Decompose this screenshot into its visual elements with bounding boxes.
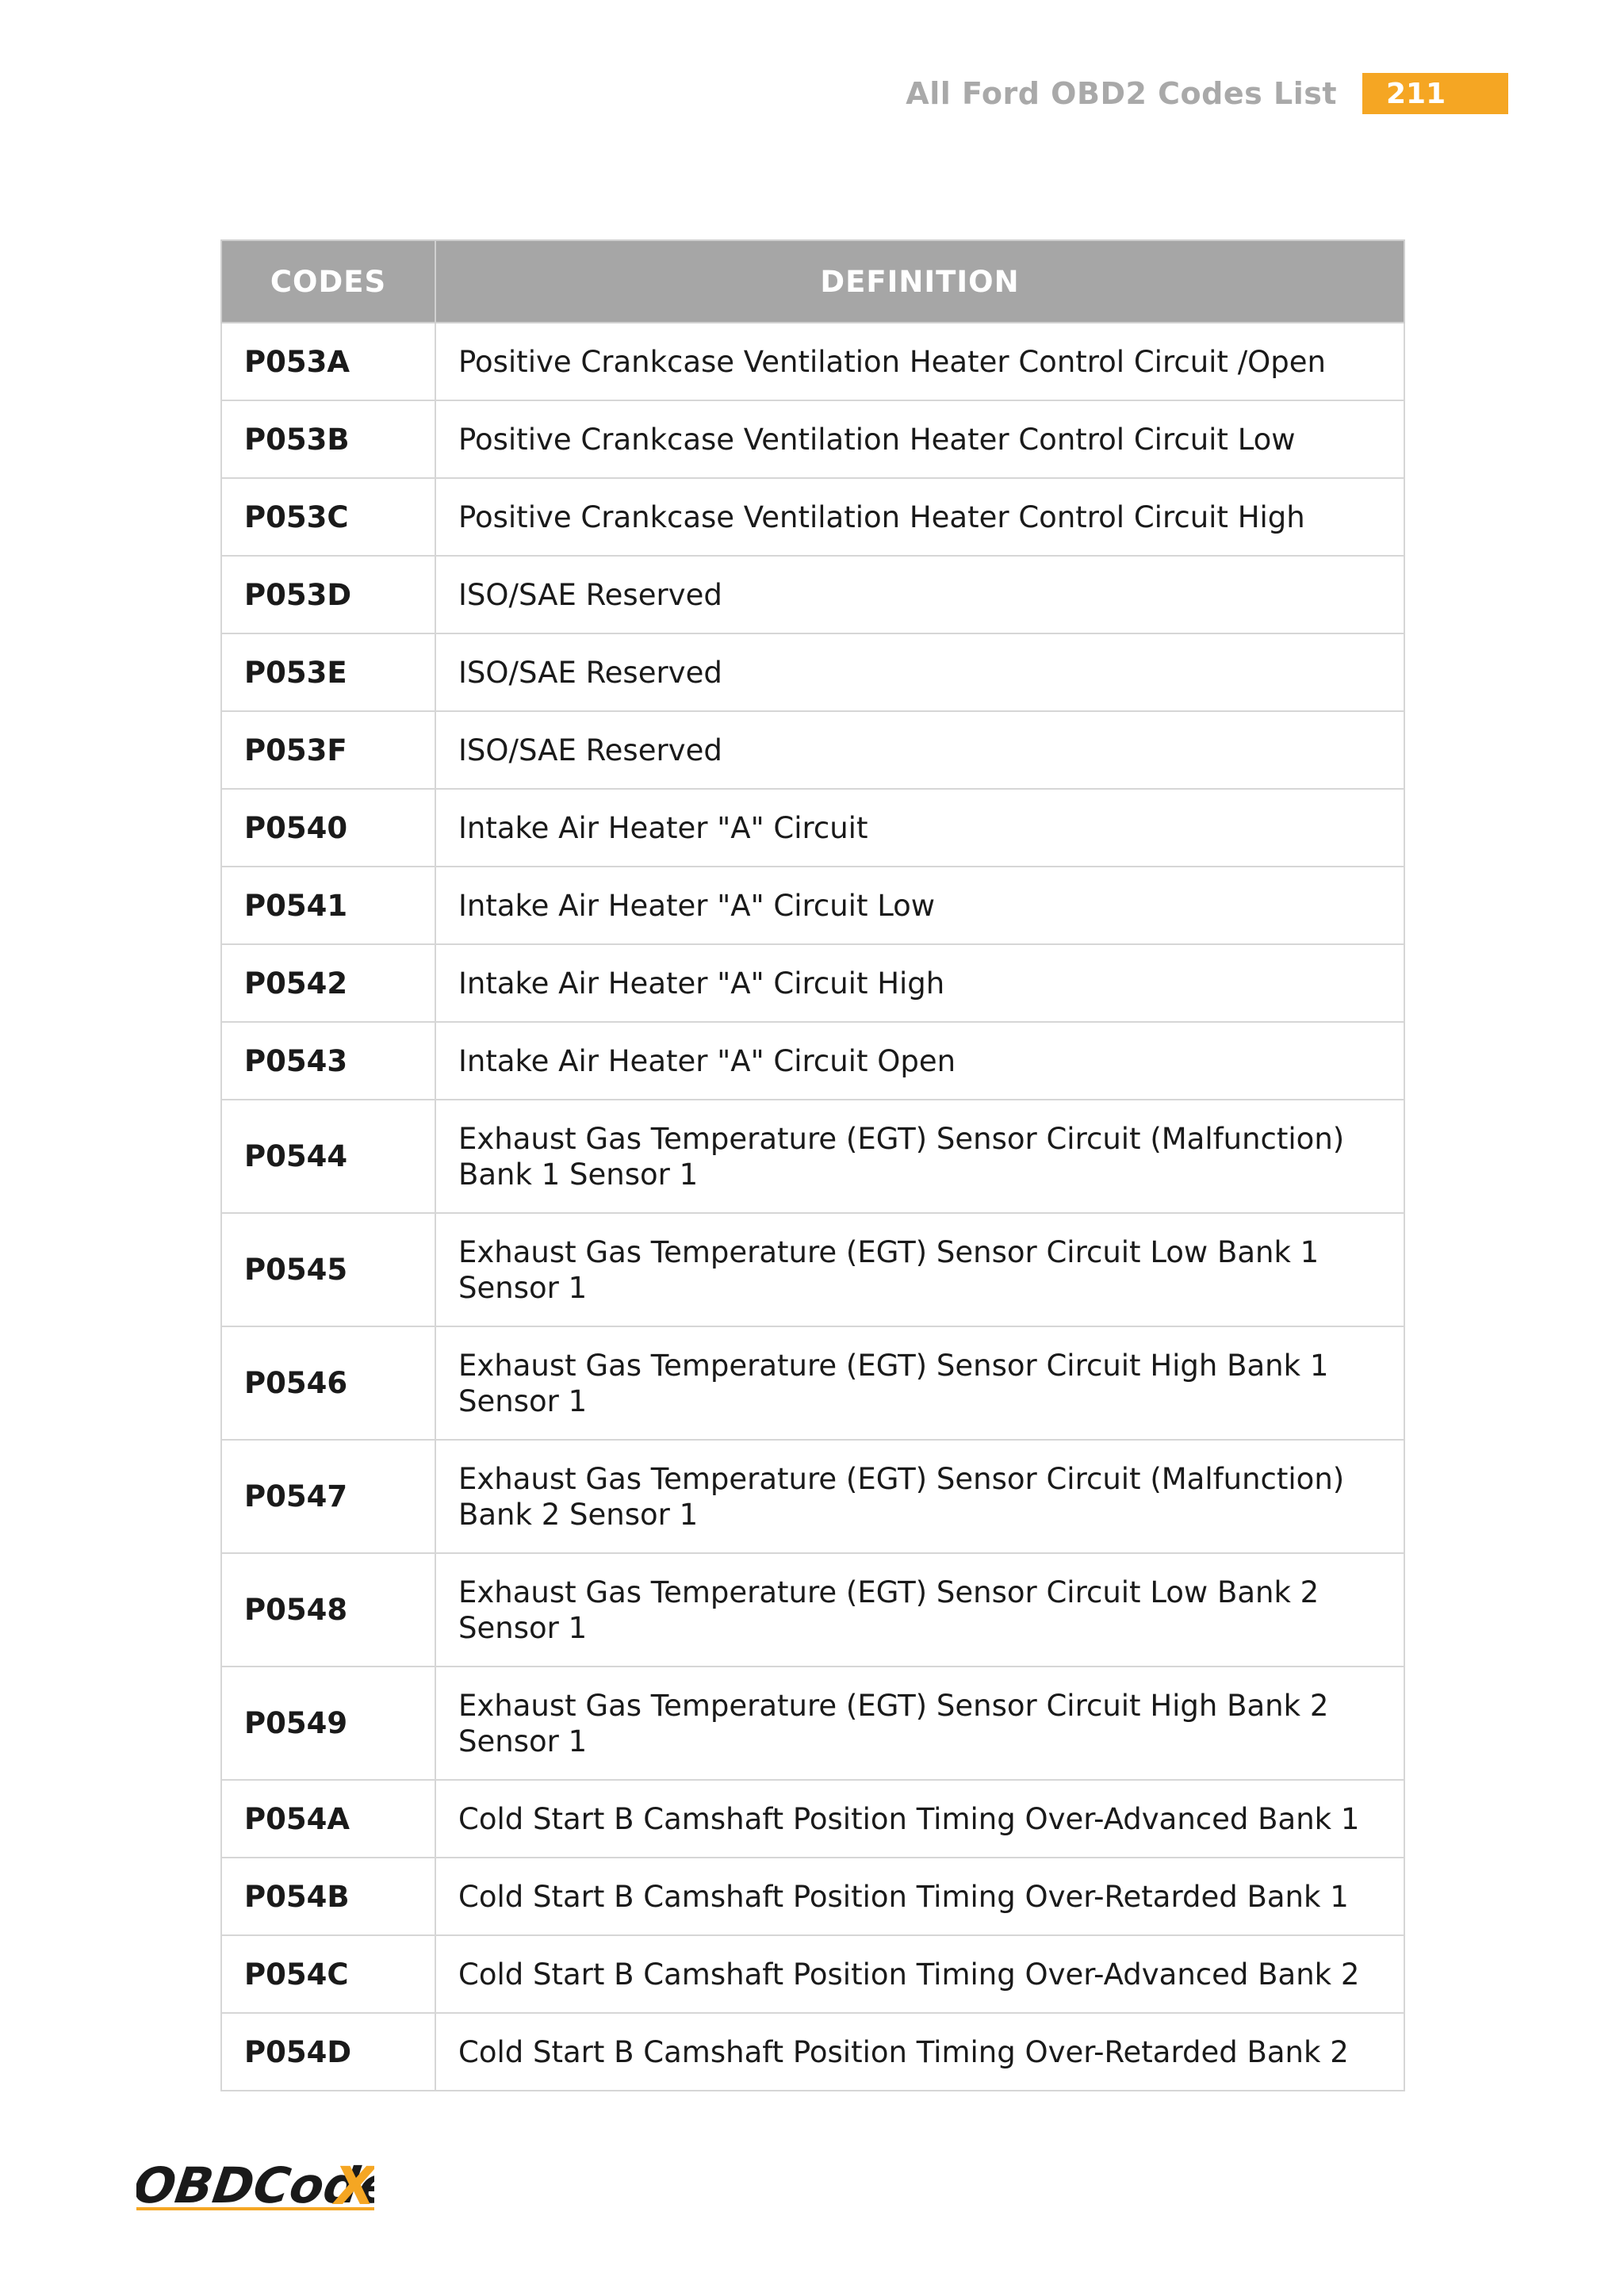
definition-cell: ISO/SAE Reserved (435, 556, 1404, 633)
table-row (221, 2013, 1404, 2091)
logo-graphic (136, 2156, 374, 2214)
definition-cell: Exhaust Gas Temperature (EGT) Sensor Circuit (Malfunction) Bank 2 Sensor 1 (435, 1440, 1404, 1553)
code-cell: P054B (221, 1858, 435, 1935)
page-number-badge: 211 (1362, 73, 1508, 114)
table-row (221, 1326, 1404, 1440)
definition-cell: Cold Start B Camshaft Position Timing Over-Retarded Bank 1 (435, 1858, 1404, 1935)
page-header (906, 73, 1508, 114)
table-header-row (221, 240, 1404, 323)
table-row (221, 944, 1404, 1022)
codes-table (220, 239, 1405, 2091)
definition-cell: Positive Crankcase Ventilation Heater Control Circuit Low (435, 400, 1404, 478)
definition-cell: Exhaust Gas Temperature (EGT) Sensor Circuit Low Bank 2 Sensor 1 (435, 1553, 1404, 1667)
code-cell: P0548 (221, 1553, 435, 1667)
definition-cell: Positive Crankcase Ventilation Heater Control Circuit High (435, 478, 1404, 556)
table-row (221, 400, 1404, 478)
table-row (221, 1858, 1404, 1935)
obdcodex-logo (136, 2156, 374, 2214)
definition-cell: Intake Air Heater "A" Circuit Low (435, 867, 1404, 944)
definition-cell: Positive Crankcase Ventilation Heater Control Circuit /Open (435, 323, 1404, 400)
definition-cell: ISO/SAE Reserved (435, 633, 1404, 711)
definition-cell: Exhaust Gas Temperature (EGT) Sensor Circuit (Malfunction) Bank 1 Sensor 1 (435, 1100, 1404, 1213)
table-row (221, 1780, 1404, 1858)
definition-cell: ISO/SAE Reserved (435, 711, 1404, 789)
table-row (221, 1100, 1404, 1213)
table-row (221, 1935, 1404, 2013)
definition-cell: Intake Air Heater "A" Circuit (435, 789, 1404, 867)
definition-cell: Intake Air Heater "A" Circuit High (435, 944, 1404, 1022)
definition-cell: Intake Air Heater "A" Circuit Open (435, 1022, 1404, 1100)
table-row (221, 867, 1404, 944)
code-cell: P053C (221, 478, 435, 556)
code-cell: P053A (221, 323, 435, 400)
column-header-codes: CODES (221, 240, 435, 323)
table-row (221, 711, 1404, 789)
table-row (221, 323, 1404, 400)
code-cell: P0543 (221, 1022, 435, 1100)
table-row (221, 1553, 1404, 1667)
code-cell: P0542 (221, 944, 435, 1022)
table-row (221, 478, 1404, 556)
table-row (221, 633, 1404, 711)
definition-cell: Cold Start B Camshaft Position Timing Over-Retarded Bank 2 (435, 2013, 1404, 2091)
code-cell: P0549 (221, 1667, 435, 1780)
table-row (221, 1213, 1404, 1326)
definition-cell: Exhaust Gas Temperature (EGT) Sensor Circuit High Bank 1 Sensor 1 (435, 1326, 1404, 1440)
table-row (221, 1667, 1404, 1780)
code-cell: P0544 (221, 1100, 435, 1213)
table-row (221, 789, 1404, 867)
code-cell: P0545 (221, 1213, 435, 1326)
code-cell: P053D (221, 556, 435, 633)
code-cell: P0541 (221, 867, 435, 944)
definition-cell: Cold Start B Camshaft Position Timing Over-Advanced Bank 1 (435, 1780, 1404, 1858)
code-cell: P054A (221, 1780, 435, 1858)
svg-text:X: X (335, 2156, 374, 2214)
code-cell: P054D (221, 2013, 435, 2091)
document-title: All Ford OBD2 Codes List (906, 76, 1337, 111)
table-row (221, 1022, 1404, 1100)
code-cell: P053B (221, 400, 435, 478)
table-row (221, 1440, 1404, 1553)
code-cell: P0546 (221, 1326, 435, 1440)
svg-text:OBDCode: OBDCode (136, 2156, 374, 2214)
definition-cell: Exhaust Gas Temperature (EGT) Sensor Circuit Low Bank 1 Sensor 1 (435, 1213, 1404, 1326)
column-header-definition: DEFINITION (435, 240, 1404, 323)
definition-cell: Cold Start B Camshaft Position Timing Over-Advanced Bank 2 (435, 1935, 1404, 2013)
code-cell: P053F (221, 711, 435, 789)
code-cell: P0547 (221, 1440, 435, 1553)
definition-cell: Exhaust Gas Temperature (EGT) Sensor Circuit High Bank 2 Sensor 1 (435, 1667, 1404, 1780)
table-row (221, 556, 1404, 633)
code-cell: P054C (221, 1935, 435, 2013)
code-cell: P053E (221, 633, 435, 711)
code-cell: P0540 (221, 789, 435, 867)
